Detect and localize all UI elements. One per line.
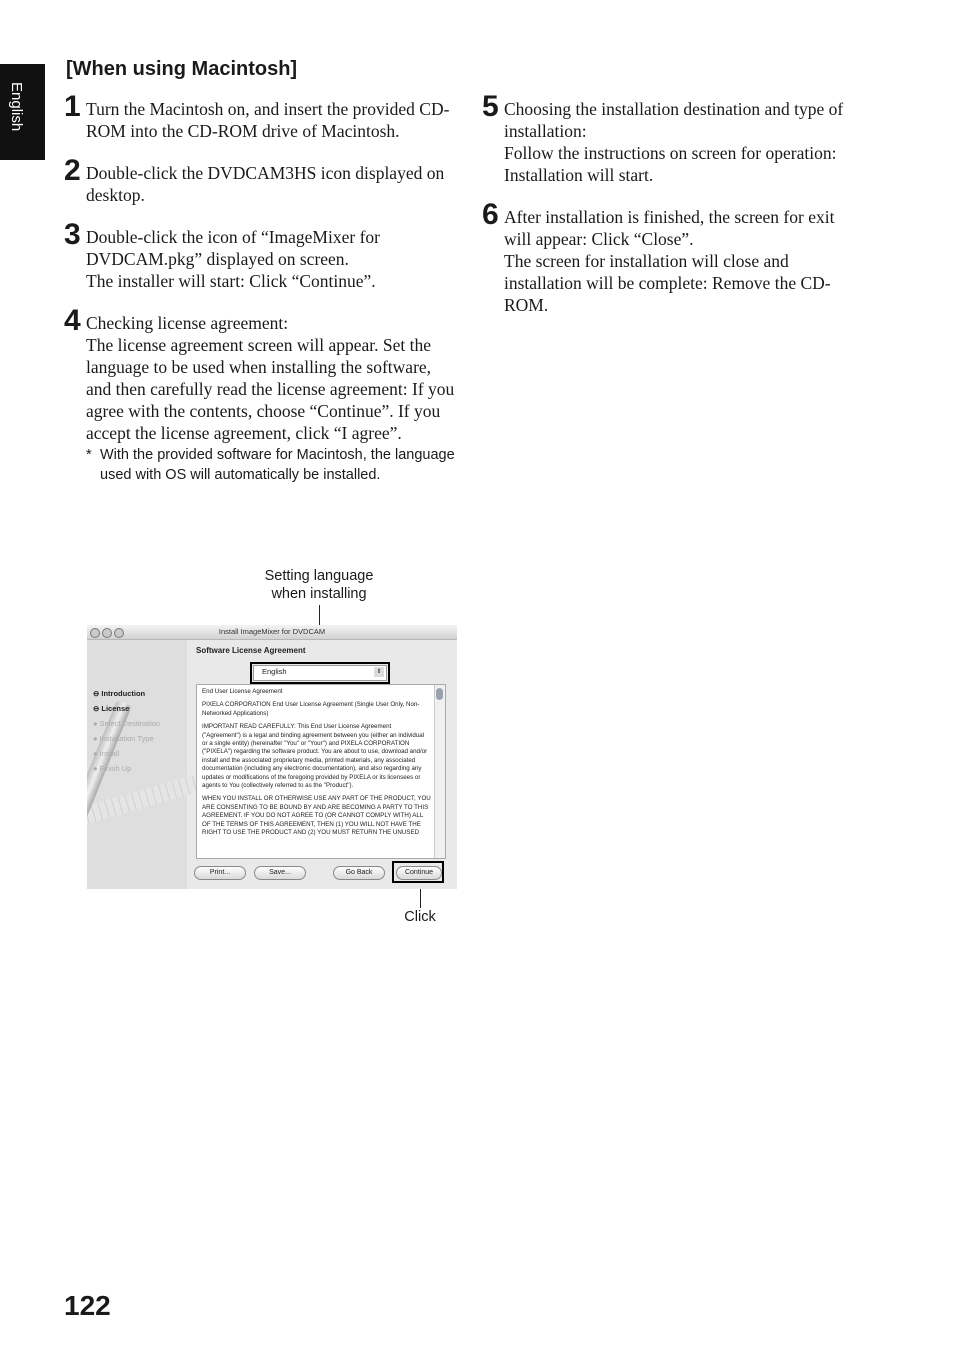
step-4 bbox=[64, 304, 460, 485]
click-callout-line bbox=[420, 886, 421, 908]
step-number: 2 bbox=[64, 154, 81, 187]
sidebar-item-introduction: ⊖ Introduction bbox=[93, 689, 146, 698]
footnote bbox=[86, 446, 460, 485]
step-text: Double-click the DVDCAM3HS icon displayed on desktop. bbox=[86, 163, 445, 205]
step-text: After installation is finished, the screen for exit will appear: Click “Close”. bbox=[504, 207, 835, 249]
save-button[interactable]: Save... bbox=[254, 866, 306, 880]
step-number: 5 bbox=[482, 90, 499, 123]
continue-highlight bbox=[392, 861, 444, 883]
step-number: 3 bbox=[64, 218, 81, 251]
step-text: The screen for installation will close and installation will be complete: Remove the CD-ROM. bbox=[504, 251, 831, 315]
step-text: Double-click the icon of “ImageMixer for DVDCAM.pkg” displayed on screen. bbox=[86, 227, 380, 269]
sidebar-item-finish-up: ● Finish Up bbox=[93, 764, 132, 773]
step-number: 1 bbox=[64, 90, 81, 123]
sidebar-item-installation-type: ● Installation Type bbox=[93, 734, 154, 743]
sidebar-item-select-destination: ● Select Destination bbox=[93, 719, 161, 728]
step-text: Choosing the installation destination and type of installation: bbox=[504, 99, 844, 141]
license-paragraph: IMPORTANT READ CAREFULLY: This End User License Agreement ("Agreement") is a legal and binding agreement between you (either an individual or a single entity) (hereinafter "You" or "Your") and PIXELA CORPORATION ("PIXELA") regarding the software product. You are about to use, download and/or install and the associated proprietary media, printed materials, any associated documentation (including any electronic documentation), and also regarding any updates or modifications of the foregoing provided by PIXELA or its licensees or agents to You (collectively referred to as the "Product"). bbox=[202, 723, 428, 790]
license-paragraph: PIXELA CORPORATION End User License Agreement (Single User Only, Non-Networked Applications) bbox=[202, 701, 420, 717]
window-titlebar bbox=[87, 625, 457, 640]
footnote-marker: * bbox=[86, 447, 92, 463]
ruler-illustration bbox=[87, 772, 207, 825]
print-button[interactable]: Print... bbox=[194, 866, 246, 880]
step-6 bbox=[482, 198, 862, 316]
license-scrollbar[interactable] bbox=[434, 685, 445, 858]
installer-sidebar bbox=[87, 640, 187, 889]
left-column bbox=[64, 90, 460, 505]
step-number: 4 bbox=[64, 304, 81, 337]
scrollbar-thumb[interactable] bbox=[436, 688, 443, 700]
license-paragraph: WHEN YOU INSTALL OR OTHERWISE USE ANY PART OF THE PRODUCT, YOU ARE CONSENTING TO BE BOUND BY AND ARE BECOMING A PARTY TO THIS AGREEMENT. IF YOU DO NOT AGREE TO (OR CANNOT COMPLY WITH) ALL OF THE TERMS OF THIS AGREEMENT, THEN (1) YOU WILL NOT HAVE THE RIGHT TO USE THE PRODUCT AND (2) YOU MUST RETURN THE UNUSED bbox=[202, 795, 431, 837]
select-arrows-icon: ⇕ bbox=[374, 667, 384, 677]
window-title: Install ImageMixer for DVDCAM bbox=[218, 627, 326, 636]
page-number: 122 bbox=[64, 1290, 111, 1321]
step-text: The license agreement screen will appear. Set the language to be used when installing the software, and then carefully read the license agreement: If you agree with the contents, choose “Continue”. If you accept the license agreement, click “I agree”. bbox=[86, 335, 455, 443]
language-select-value: English bbox=[262, 667, 287, 676]
right-column bbox=[482, 90, 862, 336]
footnote-text: With the provided software for Macintosh, the language used with OS will automatically be installed. bbox=[100, 447, 455, 483]
installer-screenshot bbox=[87, 625, 457, 889]
step-2 bbox=[64, 154, 460, 206]
step-text: The installer will start: Click “Continue”. bbox=[86, 271, 376, 291]
click-callout: Click bbox=[404, 909, 436, 925]
go-back-button[interactable]: Go Back bbox=[333, 866, 385, 880]
step-5 bbox=[482, 90, 862, 186]
step-text: Follow the instructions on screen for operation: Installation will start. bbox=[504, 143, 837, 185]
step-text: Turn the Macintosh on, and insert the provided CD-ROM into the CD-ROM drive of Macintosh. bbox=[86, 99, 450, 141]
step-1 bbox=[64, 90, 460, 142]
language-tab bbox=[0, 64, 45, 160]
step-number: 6 bbox=[482, 198, 499, 231]
pane-title: Software License Agreement bbox=[196, 646, 306, 655]
step-3 bbox=[64, 218, 460, 292]
section-title: [When using Macintosh] bbox=[66, 58, 298, 80]
language-callout: Setting language when installing bbox=[264, 568, 374, 602]
license-paragraph: End User License Agreement bbox=[202, 688, 283, 695]
sidebar-item-license: ⊖ License bbox=[93, 704, 130, 713]
step-text: Checking license agreement: bbox=[86, 313, 289, 333]
continue-button[interactable]: Continue bbox=[396, 866, 442, 880]
language-select[interactable] bbox=[253, 665, 387, 681]
sidebar-item-install: ● Install bbox=[93, 749, 120, 758]
language-tab-label: English bbox=[8, 82, 25, 132]
license-text-area[interactable] bbox=[196, 684, 446, 859]
